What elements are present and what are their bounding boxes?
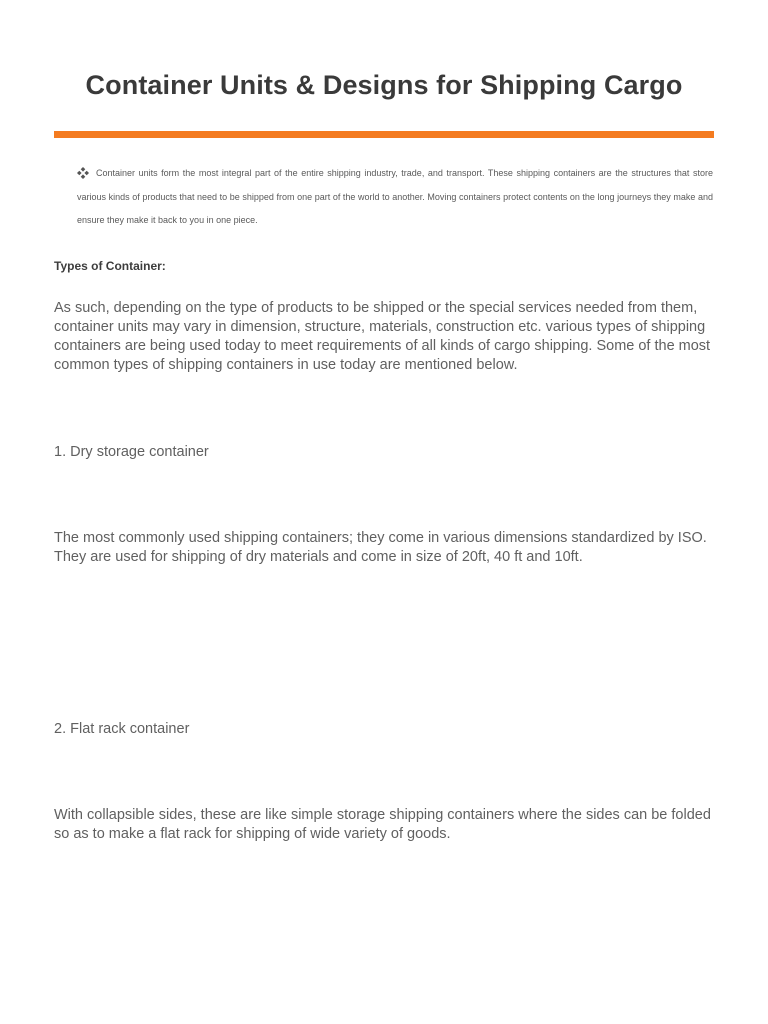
- title-divider: [54, 131, 714, 138]
- four-diamond-bullet-icon: [77, 167, 89, 179]
- types-heading: Types of Container:: [54, 259, 166, 273]
- item-description-dry-storage: The most commonly used shipping containers; they come in various dimensions standardized by ISO. They are used for shipping of dry materials and come in size of 20ft, 40 ft and 10ft.: [54, 530, 707, 565]
- intro-paragraph: [77, 162, 713, 233]
- types-paragraph: As such, depending on the type of products to be shipped or the special services needed from them, container units may vary in dimension, structure, materials, construction etc. various types of shipping containers are being used today to meet requirements of all kinds of cargo shipping. Some of the most common types of shipping containers in use today are mentioned below.: [54, 300, 711, 373]
- item-heading-dry-storage: 1. Dry storage container: [54, 444, 209, 460]
- page-title: Container Units & Designs for Shipping Cargo: [85, 70, 683, 100]
- intro-text: Container units form the most integral part of the entire shipping industry, trade, and transport. These shipping containers are the structures that store various kinds of products that need to be shipped from one part of the world to another. Moving containers protect contents on the long journeys they make and ensure they make it back to you in one piece.: [77, 168, 713, 225]
- item-heading-flat-rack: 2. Flat rack container: [54, 721, 190, 737]
- item-description-flat-rack: With collapsible sides, these are like simple storage shipping containers where the sides can be folded so as to make a flat rack for shipping of wide variety of goods.: [54, 807, 711, 842]
